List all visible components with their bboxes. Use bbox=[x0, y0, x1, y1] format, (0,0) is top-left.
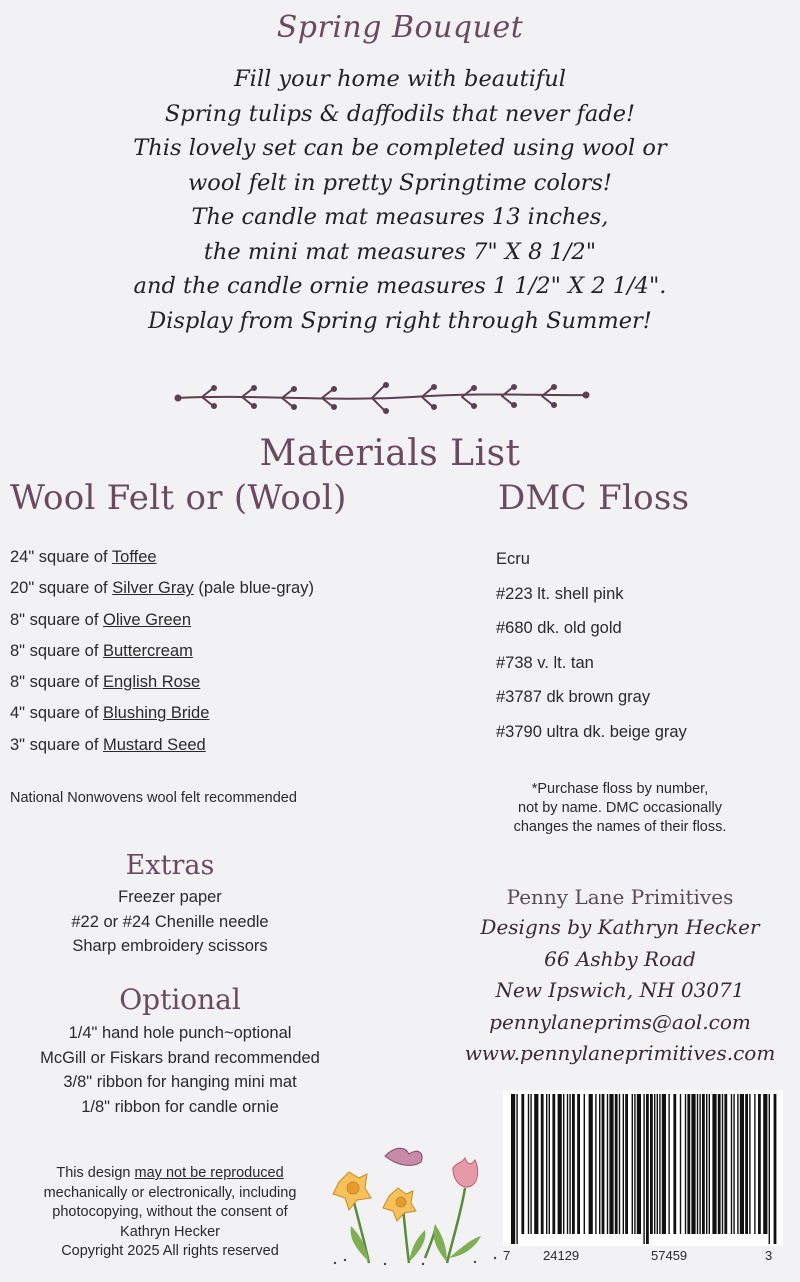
list-item bbox=[10, 542, 314, 573]
list-item bbox=[10, 605, 314, 636]
list-item: #3787 dk brown gray bbox=[496, 688, 651, 706]
wool-size: 20" square of bbox=[10, 579, 113, 598]
list-item: #223 lt. shell pink bbox=[496, 584, 624, 603]
list-item: #738 v. lt. tan bbox=[496, 653, 594, 672]
floss-note-line: not by name. DMC occasionally bbox=[518, 800, 722, 816]
barcode-digit-group: 7 bbox=[503, 1248, 511, 1263]
list-item: Ecru bbox=[496, 550, 530, 568]
wool-note: (pale blue-gray) bbox=[193, 579, 314, 598]
page-title: Spring Bouquet bbox=[276, 10, 524, 45]
intro-line: Display from Spring right through Summer! bbox=[148, 307, 652, 334]
barcode-digit-group: 24129 bbox=[543, 1248, 580, 1263]
company-info bbox=[440, 882, 800, 1070]
wool-size: 24" square of bbox=[10, 548, 112, 566]
wool-color: Mustard Seed bbox=[103, 735, 206, 754]
intro-line: The candle mat measures 13 inches, bbox=[191, 204, 609, 230]
list-item: McGill or Fiskars brand recommended bbox=[40, 1048, 320, 1067]
vine-divider-icon bbox=[172, 378, 592, 418]
list-item: 1/8" ribbon for candle ornie bbox=[81, 1097, 279, 1116]
optional-list bbox=[0, 1021, 360, 1119]
list-item: 3/8" ribbon for hanging mini mat bbox=[63, 1073, 297, 1091]
wool-heading: Wool Felt or (Wool) bbox=[10, 478, 347, 518]
extras-list bbox=[20, 885, 320, 959]
optional-title: Optional bbox=[119, 983, 241, 1016]
copyright-line bbox=[5, 1164, 335, 1184]
copyright-underlined: may not be reproduced bbox=[134, 1165, 284, 1181]
floss-note-line: changes the names of their floss. bbox=[513, 819, 727, 835]
list-item: Sharp embroidery scissors bbox=[72, 937, 268, 955]
copyright-line: mechanically or electronically, including bbox=[43, 1184, 297, 1201]
wool-color: Buttercream bbox=[103, 641, 193, 660]
wool-size: 8" square of bbox=[10, 673, 103, 692]
city-address: New Ipswich, NH 03071 bbox=[495, 978, 745, 1002]
list-item bbox=[10, 573, 314, 604]
copyright-line: photocopying, without the consent of bbox=[52, 1204, 288, 1220]
intro-line: wool felt in pretty Springtime colors! bbox=[188, 169, 612, 196]
wool-size: 8" square of bbox=[10, 641, 103, 660]
wool-color: Olive Green bbox=[103, 610, 192, 629]
floss-heading: DMC Floss bbox=[498, 478, 690, 518]
wool-color: Silver Gray bbox=[112, 579, 194, 598]
floss-list bbox=[496, 542, 687, 749]
materials-title: Materials List bbox=[259, 433, 521, 474]
email-address: pennylaneprims@aol.com bbox=[489, 1009, 751, 1034]
barcode-icon bbox=[503, 1090, 783, 1246]
list-item: #3790 ultra dk. beige gray bbox=[496, 722, 687, 741]
barcode-digit-group: 3 bbox=[765, 1248, 773, 1263]
floss-note-line: *Purchase floss by number, bbox=[531, 781, 709, 797]
extras-title: Extras bbox=[125, 850, 215, 881]
intro-line: This lovely set can be completed using wool or bbox=[133, 135, 667, 161]
list-item bbox=[10, 667, 314, 698]
intro-line: the mini mat measures 7" X 8 1/2" bbox=[203, 238, 597, 265]
list-item bbox=[10, 730, 314, 761]
list-item bbox=[10, 698, 314, 729]
copyright-lead: This design bbox=[56, 1165, 135, 1181]
wool-color: Toffee bbox=[111, 548, 157, 566]
list-item bbox=[10, 636, 314, 667]
felt-note: National Nonwovens wool felt recommended bbox=[10, 790, 297, 806]
list-item: 1/4" hand hole punch~optional bbox=[68, 1024, 292, 1042]
intro-line: Fill your home with beautiful bbox=[234, 66, 566, 92]
wool-list bbox=[10, 542, 314, 761]
wool-color: Blushing Bride bbox=[103, 704, 210, 723]
wool-size: 8" square of bbox=[10, 610, 103, 629]
list-item: Freezer paper bbox=[118, 888, 222, 906]
company-name: Penny Lane Primitives bbox=[506, 885, 734, 909]
floss-note bbox=[470, 780, 770, 837]
wool-color: English Rose bbox=[103, 673, 201, 692]
list-item: #22 or #24 Chenille needle bbox=[71, 912, 269, 931]
copyright-line: Kathryn Hecker bbox=[120, 1223, 220, 1240]
copyright-line: Copyright 2025 All rights reserved bbox=[61, 1243, 279, 1259]
wool-size: 3" square of bbox=[10, 735, 103, 754]
intro-line: Spring tulips & daffodils that never fade! bbox=[164, 100, 636, 127]
copyright-notice bbox=[5, 1164, 335, 1262]
designer-line: Designs by Kathryn Hecker bbox=[480, 915, 760, 939]
list-item: #680 dk. old gold bbox=[496, 619, 622, 637]
barcode-digit-group: 57459 bbox=[651, 1248, 688, 1263]
intro-line: and the candle ornie measures 1 1/2" X 2 1/4". bbox=[133, 273, 667, 299]
street-address: 66 Ashby Road bbox=[544, 946, 696, 971]
flowers-illustration-icon bbox=[325, 1138, 505, 1268]
intro-description bbox=[0, 62, 800, 338]
website-link: www.pennylaneprimitives.com bbox=[464, 1041, 776, 1065]
wool-size: 4" square of bbox=[10, 704, 103, 723]
